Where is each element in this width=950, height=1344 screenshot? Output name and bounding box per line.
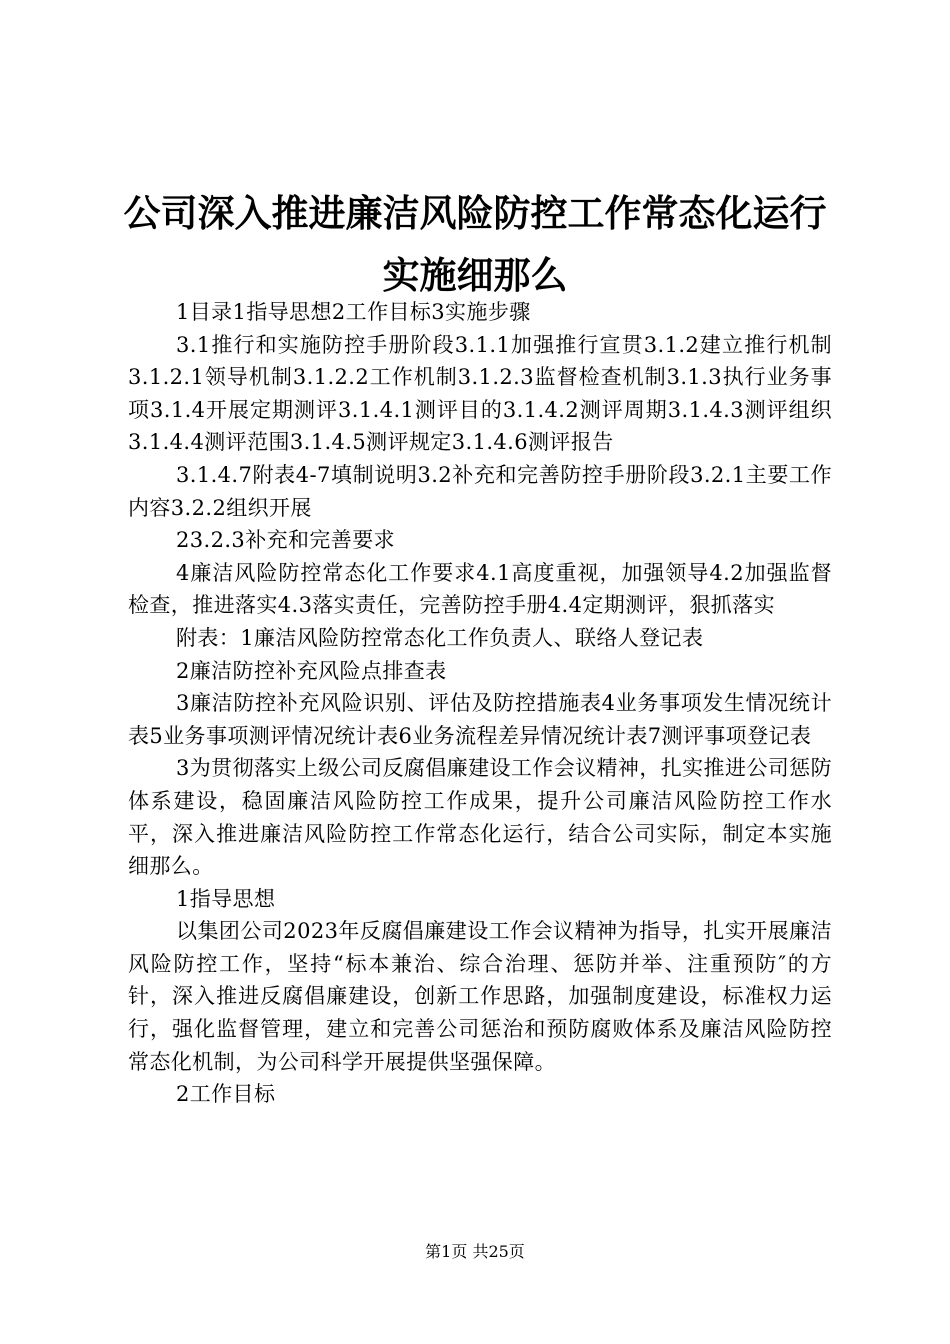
paragraph-intro: 3为贯彻落实上级公司反腐倡廉建设工作会议精神，扎实推进公司惩防体系建设，稳固廉洁风险防控工作成果，提升公司廉洁风险防控工作水平，深入推进廉洁风险防控工作常态化运行，结合公司实际，制定本实施细那么。 [128,756,832,879]
paragraph-appendix-2: 2廉洁防控补充风险点排查表 [176,658,447,683]
paragraph-appendix-3: 3廉洁防控补充风险识别、评估及防控措施表4业务事项发生情况统计表5业务事项测评情况统计表6业务流程差异情况统计表7测评事项登记表 [128,691,832,748]
page-footer: 第1页 共25页 [425,1242,525,1261]
paragraph-toc-1: 1目录1指导思想2工作目标3实施步骤 [176,300,531,324]
paragraph-toc-2: 3.1推行和实施防控手册阶段3.1.1加强推行宣贯3.1.2建立推行机制3.1.2.1领导机制3.1.2.2工作机制3.1.2.3监督检查机制3.1.3执行业务事项3.1.4开展定期测评3.1.4.1测评目的3.1.4.2测评周期3.1.4.3测评组织3.1.4.4测评范围3.1.4.5测评规定3.1.4.6测评报告 [128,332,832,455]
document-title: 公司深入推进廉洁风险防控工作常态化运行实施细那么 [123,191,827,297]
document-body [128,296,832,1111]
paragraph-appendix-1: 附表：1廉洁风险防控常态化工作负责人、联络人登记表 [176,625,704,650]
paragraph-toc-3: 3.1.4.7附表4-7填制说明3.2补充和完善防控手册阶段3.2.1主要工作内容3.2.2组织开展 [128,462,832,520]
paragraph-toc-4: 23.2.3补充和完善要求 [176,528,395,553]
section-heading-guiding-ideology: 1指导思想 [176,886,276,911]
paragraph-toc-5: 4廉洁风险防控常态化工作要求4.1高度重视，加强领导4.2加强监督检查，推进落实4.3落实责任，完善防控手册4.4定期测评，狠抓落实 [128,560,832,618]
paragraph-guiding-ideology: 以集团公司2023年反腐倡廉建设工作会议精神为指导，扎实开展廉洁风险防控工作，坚持“标本兼治、综合治理、惩防并举、注重预防″的方针，深入推进反腐倡廉建设，创新工作思路，加强制度建设，标准权力运行，强化监督管理，建立和完善公司惩治和预防腐败体系及廉洁风险防控常态化机制，为公司科学开展提供坚强保障。 [128,919,832,1074]
section-heading-work-goals: 2工作目标 [176,1082,276,1107]
